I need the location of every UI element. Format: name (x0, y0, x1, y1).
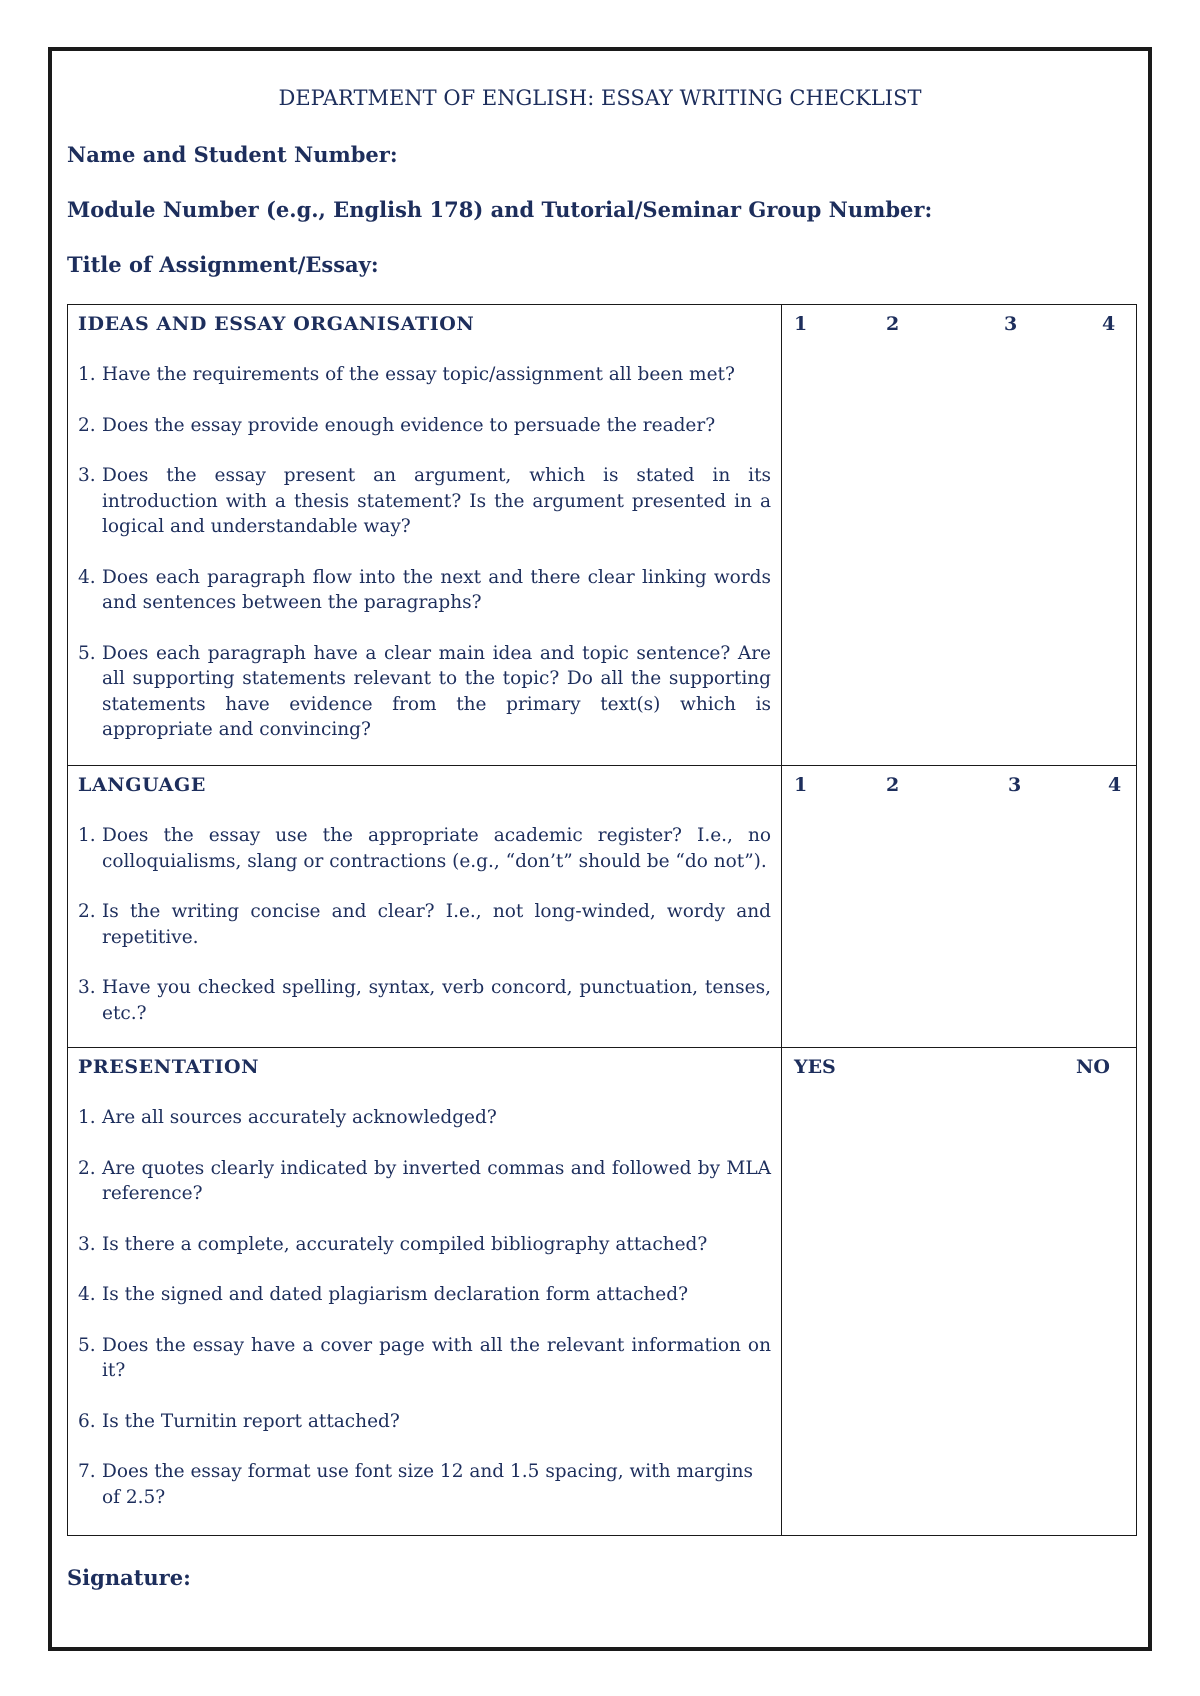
section-ideas-rating-cell[interactable] (782, 305, 1137, 766)
checklist-table (67, 304, 1137, 1536)
section-title: LANGUAGE (78, 774, 206, 796)
question-item (78, 1282, 771, 1308)
module-number-label: Module Number (e.g., English 178) and Tutorial/Seminar Group Number: (67, 197, 933, 222)
question-number: 2. (78, 414, 96, 436)
section-ideas-row (68, 305, 1137, 766)
section-language-row (68, 766, 1137, 1048)
question-text: Is the Turnitin report attached? (102, 1410, 400, 1432)
section-presentation-questions (68, 1048, 782, 1536)
question-text: Does the essay present an argument, which is stated in its introduction with a thesis statement? Is the argument presented in a logical and understandable way? (102, 465, 771, 537)
section-presentation-rating-cell[interactable] (782, 1048, 1137, 1536)
question-item (78, 1333, 771, 1384)
section-presentation-row (68, 1048, 1137, 1536)
question-number: 4. (78, 566, 96, 588)
question-text: Is the writing concise and clear? I.e., not long-winded, wordy and repetitive. (102, 901, 771, 948)
section-language-questions (68, 766, 782, 1048)
question-item (78, 975, 771, 1026)
question-text: Have you checked spelling, syntax, verb concord, punctuation, tenses, etc.? (102, 977, 771, 1024)
question-text: Does the essay provide enough evidence to persuade the reader? (102, 414, 716, 436)
question-item (78, 1409, 771, 1435)
question-item (78, 413, 771, 439)
question-number: 3. (78, 465, 96, 486)
yes-no-scale (782, 1054, 1136, 1084)
section-ideas-questions (68, 305, 782, 766)
rating-label: 2 (886, 774, 900, 796)
question-item (78, 641, 771, 743)
question-text: Are quotes clearly indicated by inverted commas and followed by MLA reference? (102, 1157, 771, 1204)
rating-label: 1 (794, 774, 808, 796)
question-number: 1. (78, 825, 96, 846)
question-number: 1. (78, 364, 96, 385)
rating-label: 2 (886, 313, 900, 335)
question-item (78, 1232, 771, 1258)
question-text: Does each paragraph have a clear main idea and topic sentence? Are all supporting statements relevant to the topic? Do all the supporting statements have evidence from the primary text(s) which is appropriate and convincing? (102, 642, 771, 740)
question-number: 7. (78, 1461, 96, 1482)
rating-label: 4 (1102, 313, 1116, 335)
no-label: NO (1076, 1056, 1110, 1078)
question-number: 5. (78, 1334, 96, 1356)
question-text: Have the requirements of the essay topic/assignment all been met? (102, 364, 735, 385)
question-item (78, 1459, 771, 1510)
question-item (78, 899, 771, 950)
question-number: 5. (78, 642, 96, 664)
question-item (78, 1156, 771, 1207)
question-list (78, 362, 771, 743)
section-language-rating-cell[interactable] (782, 766, 1137, 1048)
question-item (78, 823, 771, 874)
question-item (78, 463, 771, 540)
name-student-number-label: Name and Student Number: (67, 142, 398, 167)
rating-label: 3 (1004, 313, 1018, 335)
question-number: 1. (78, 1107, 96, 1128)
question-item (78, 565, 771, 616)
question-text: Does each paragraph flow into the next and there clear linking words and sentences between the paragraphs? (102, 566, 771, 613)
question-number: 2. (78, 1157, 96, 1179)
page-title: DEPARTMENT OF ENGLISH: ESSAY WRITING CHECKLIST (278, 86, 922, 110)
question-text: Does the essay format use font size 12 and 1.5 spacing, with margins of 2.5? (102, 1461, 754, 1508)
rating-label: 1 (794, 313, 808, 335)
question-text: Does the essay have a cover page with all the relevant information on it? (102, 1334, 771, 1381)
question-number: 3. (78, 977, 96, 998)
question-item (78, 362, 771, 388)
question-number: 3. (78, 1233, 96, 1255)
yes-label: YES (794, 1056, 836, 1078)
question-list (78, 823, 771, 1026)
question-number: 4. (78, 1284, 96, 1305)
question-text: Are all sources accurately acknowledged? (102, 1107, 497, 1128)
question-text: Does the essay use the appropriate academic register? I.e., no colloquialisms, slang or contractions (e.g., “don’t” should be “do not”). (102, 825, 771, 872)
rating-label: 4 (1108, 774, 1122, 796)
rating-scale (782, 311, 1136, 341)
question-number: 6. (78, 1410, 96, 1432)
question-text: Is the signed and dated plagiarism declaration form attached? (102, 1284, 689, 1305)
question-list (78, 1105, 771, 1510)
question-number: 2. (78, 901, 96, 922)
question-text: Is there a complete, accurately compiled bibliography attached? (102, 1233, 708, 1255)
rating-scale (782, 772, 1136, 802)
section-title: PRESENTATION (78, 1056, 260, 1078)
section-title: IDEAS AND ESSAY ORGANISATION (78, 313, 475, 335)
signature-label: Signature: (67, 1565, 191, 1590)
assignment-title-label: Title of Assignment/Essay: (67, 252, 379, 277)
question-item (78, 1105, 771, 1131)
rating-label: 3 (1008, 774, 1022, 796)
